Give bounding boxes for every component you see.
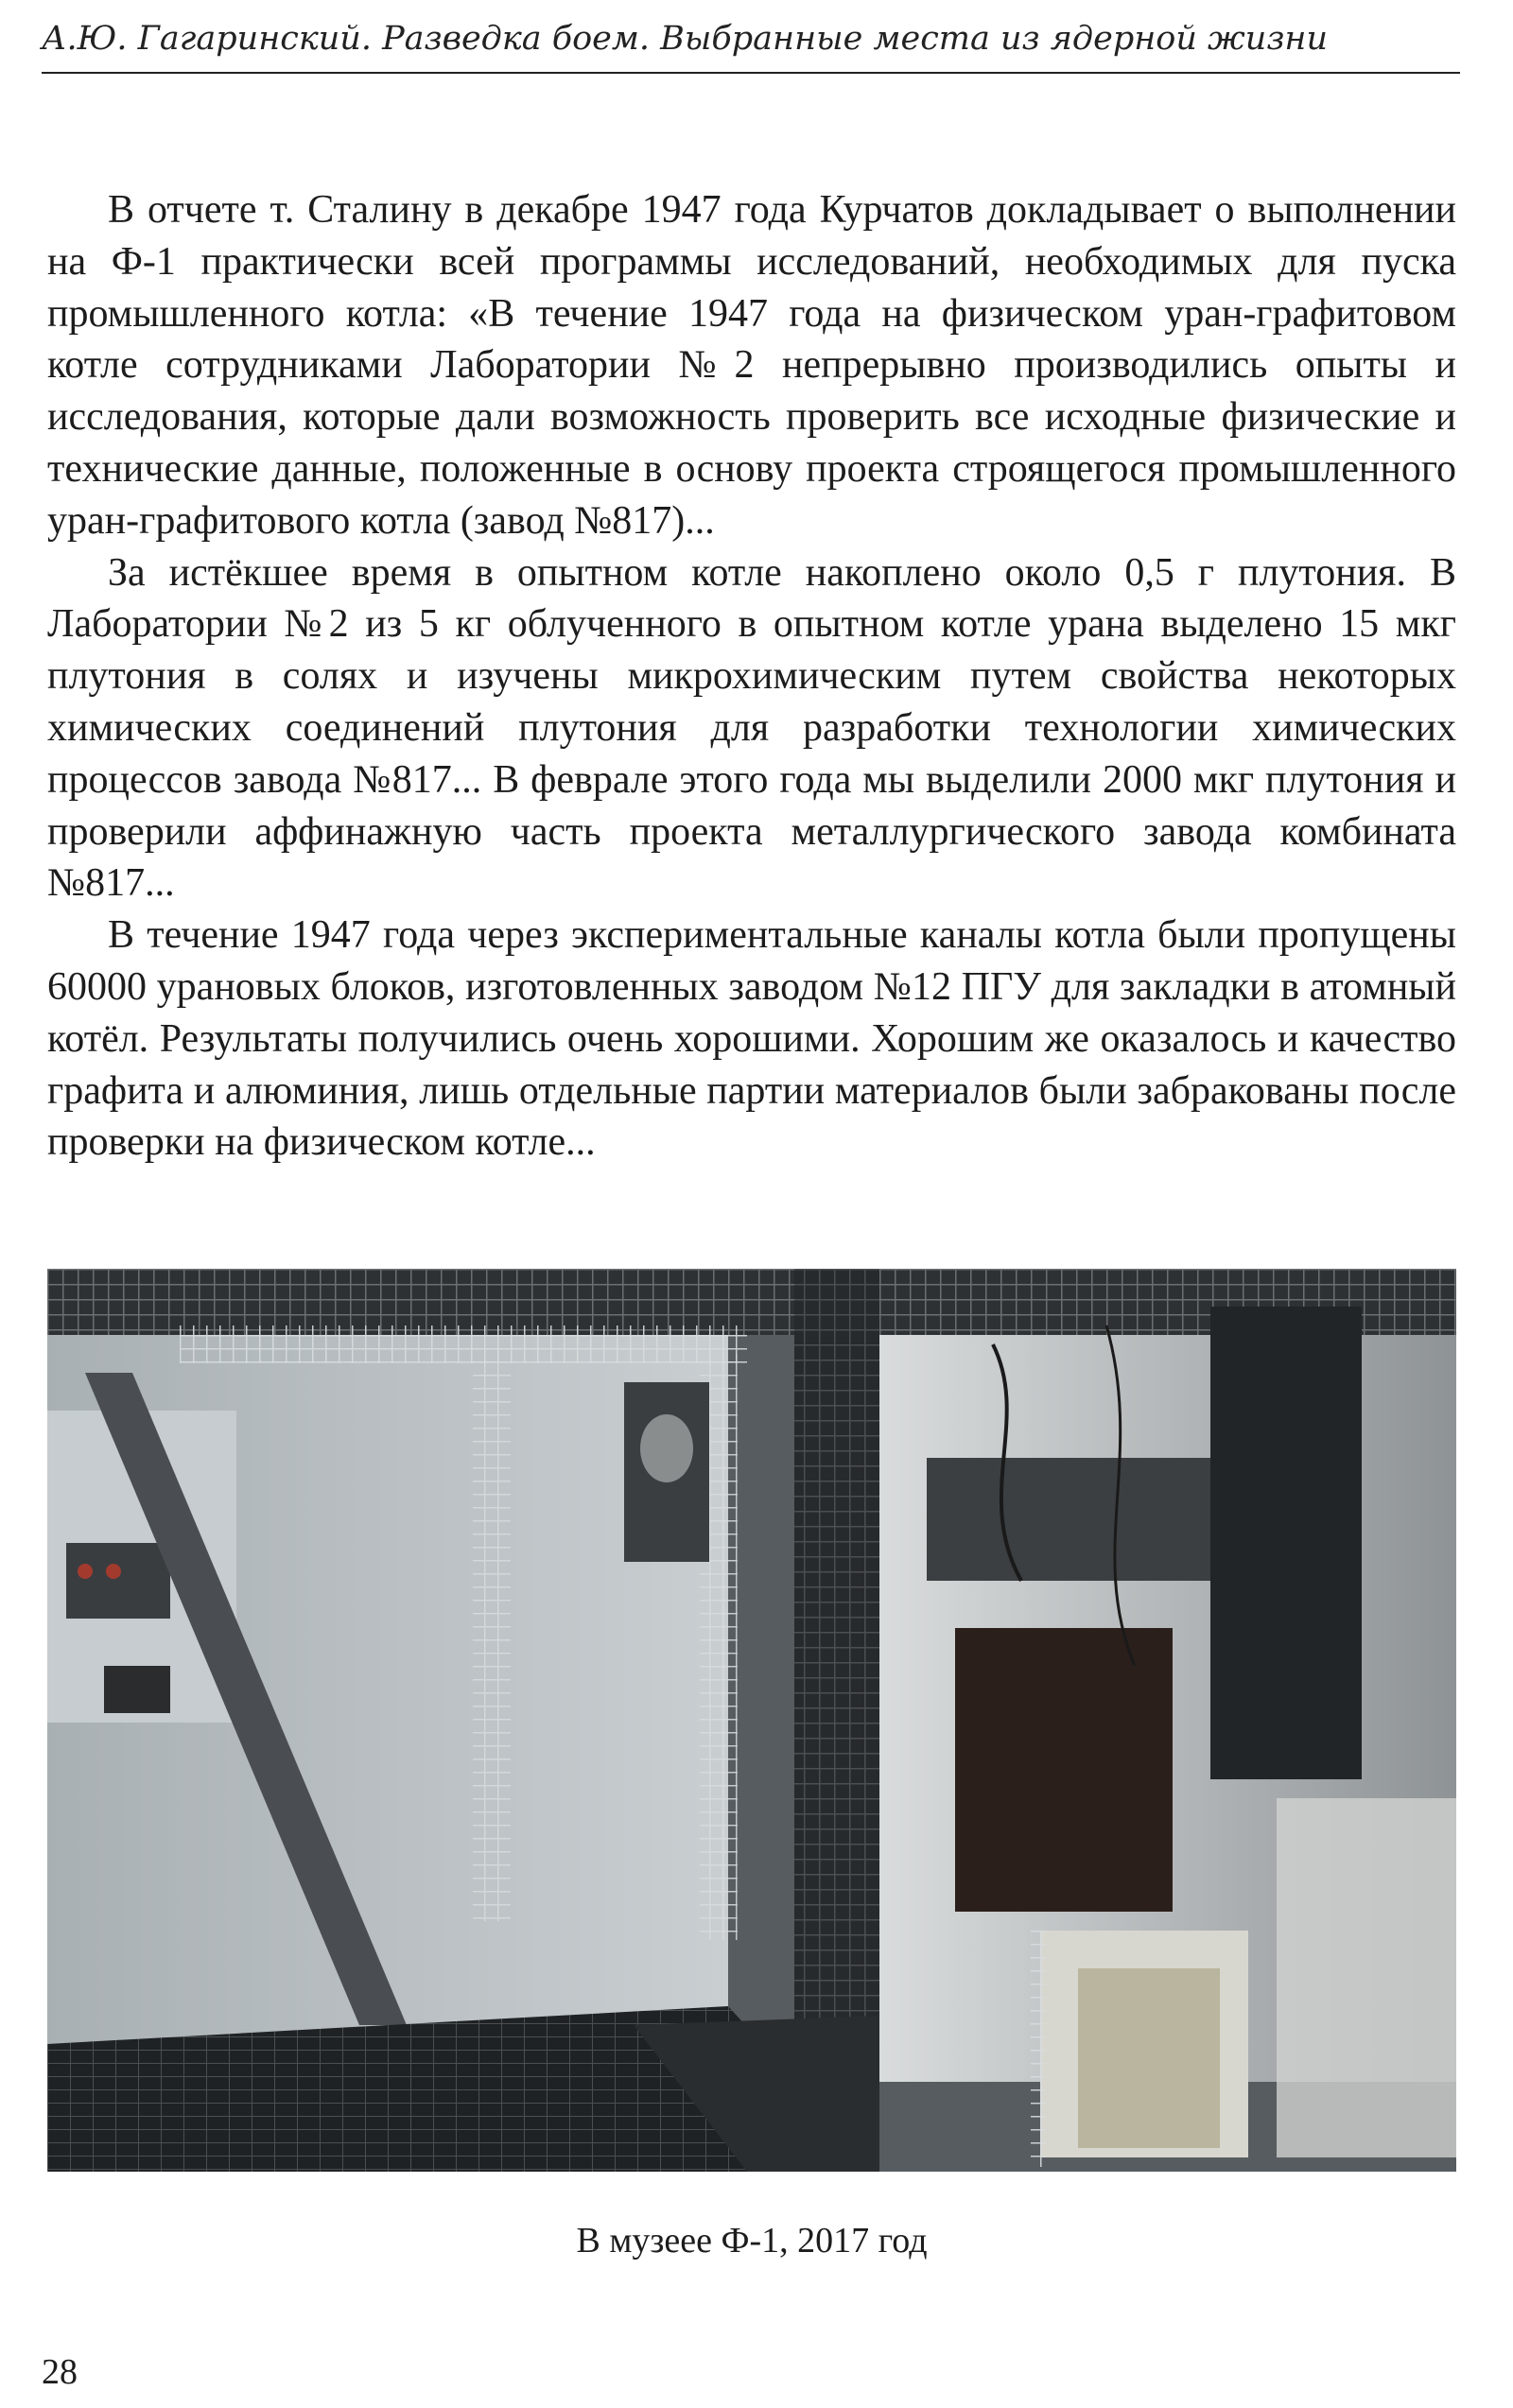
paragraph-1: В отчете т. Сталину в декабре 1947 года Курчатов докладывает о выполнении на Ф-1 практически всей программы исследований, необходимых для пуска промышленного котла: «В течение 1947 года на физическом уран-графитовом котле сотрудниками Лаборатории №2 непрерывно производились опыты и исследования, которые дали возможность проверить все исходные физические и технические данные, положенные в основу проекта строящегося промышленного уран-графитового котла (завод №817)... xyxy=(47,188,1456,543)
running-header: А.Ю. Гагаринский. Разведка боем. Выбранные места из ядерной жизни xyxy=(42,20,1329,58)
header-rule xyxy=(42,72,1460,74)
page-number: 28 xyxy=(42,2352,78,2392)
body-text xyxy=(47,184,1456,1169)
paragraph-2: За истёкшее время в опытном котле накоплено около 0,5 г плутония. В Лаборатории №2 из 5 кг облученного в опытном котле урана выделено 15 мкг плутония в солях и изучены микрохимическим путем свойства некоторых химических соединений плутония для разработки технологии химических процессов завода №817... В феврале этого года мы выделили 2000 мкг плутония и проверили аффинажную часть проекта металлургического завода комбината №817... xyxy=(47,550,1456,906)
figure-caption: В музеее Ф-1, 2017 год xyxy=(576,2221,928,2261)
museum-exhibit-photo xyxy=(47,1269,1456,2172)
paragraph-3: В течение 1947 года через экспериментальные каналы котла были пропущены 60000 урановых блоков, изготовленных заводом №12 ПГУ для закладки в атомный котёл. Результаты получились очень хорошими. Хорошим же оказалось и качество графита и алюминия, лишь отдельные партии материалов были забракованы после проверки на физическом котле... xyxy=(47,913,1456,1165)
